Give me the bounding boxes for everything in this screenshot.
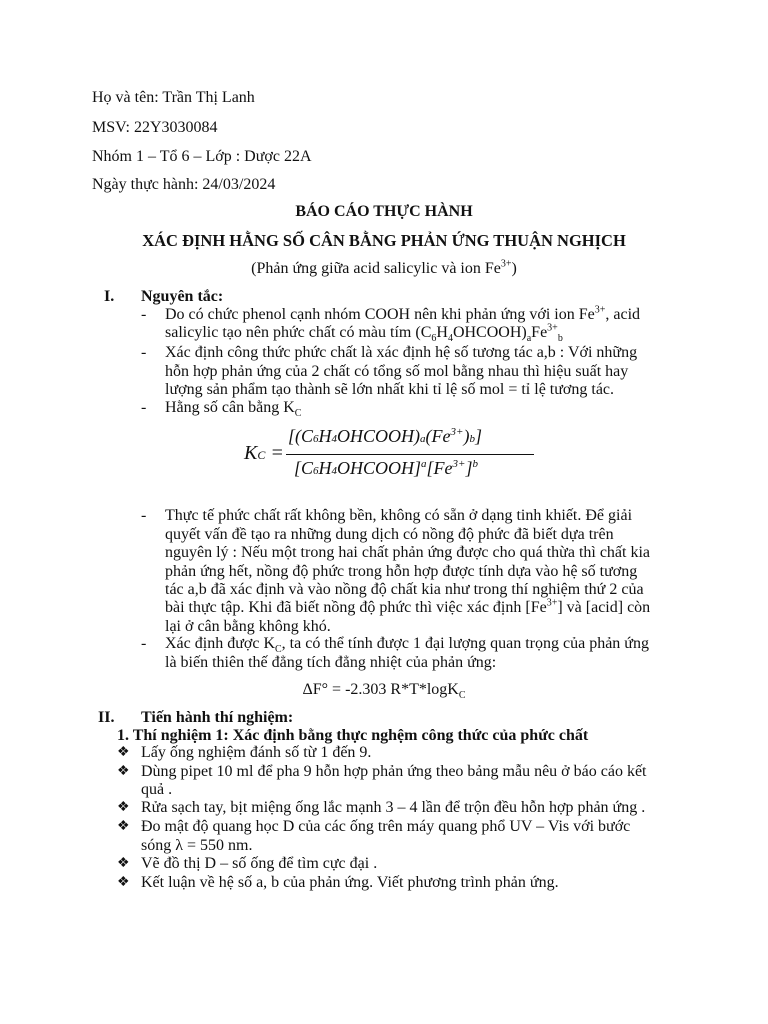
step-1: Lấy ống nghiệm đánh số từ 1 đến 9.: [141, 744, 372, 761]
step-6: Kết luận về hệ số a, b của phản ứng. Viết phương trình phản ứng.: [141, 874, 559, 891]
principle-4-line-7: lại ở cân bằng không khó.: [165, 618, 331, 635]
principle-2-line-3: lượng sản phẩm tạo thành sẽ lớn nhất khi tỉ lệ số mol = tỉ lệ tương tác.: [165, 381, 615, 398]
dash-bullet: -: [141, 306, 147, 323]
principle-1-line-2: salicylic tạo nên phức chất có màu tím $(C_6H_4OHCOOH)_aFe^{3+}_b$: [165, 322, 563, 345]
practice-date: Ngày thực hành: 24/03/2024: [92, 176, 276, 193]
step-5: Vẽ đồ thị D – số ống để tìm cực đại .: [141, 855, 378, 872]
section-2-heading: Tiến hành thí nghiệm:: [141, 709, 294, 726]
diamond-bullet-icon: ❖: [117, 856, 130, 871]
step-4-line-2: sóng λ = 550 nm.: [141, 837, 253, 854]
fraction-bar: [286, 454, 534, 455]
equilibrium-constant-formula: [244, 424, 544, 484]
section-2-number: II.: [98, 709, 115, 726]
section-1-heading: Nguyên tắc:: [141, 288, 224, 305]
principle-4-line-5: tác a,b đã xác định và vào nồng độ chất kia như trong thí nghiệm thứ 2 của: [165, 581, 644, 598]
diamond-bullet-icon: ❖: [117, 745, 130, 760]
diamond-bullet-icon: ❖: [117, 764, 130, 779]
report-subtitle: XÁC ĐỊNH HẰNG SỐ CÂN BẰNG PHẢN ỨNG THUẬN NGHỊCH: [142, 231, 626, 250]
formula-numerator: $[(C6H4OHCOOH)a(Fe^{3+})b]$: [288, 426, 482, 446]
student-name: Họ và tên: Trần Thị Lanh: [92, 89, 255, 106]
experiment-1-heading: 1. Thí nghiệm 1: Xác định bằng thực nghệm công thức của phức chất: [117, 727, 589, 744]
report-title: BÁO CÁO THỰC HÀNH: [295, 203, 473, 220]
principle-1-line-1: Do có chức phenol cạnh nhóm COOH nên khi phản ứng với ion $Fe^{3+}$, acid: [165, 304, 641, 323]
report-reaction-note: (Phản ứng giữa acid salicylic và ion $Fe^{3+}$): [251, 258, 517, 277]
principle-5-line-2: là biến thiên thế đẳng tích đẳng nhiệt của phản ứng:: [165, 654, 497, 671]
dash-bullet: -: [141, 344, 147, 361]
step-3: Rửa sạch tay, bịt miệng ống lắc mạnh 3 – 4 lần để trộn đều hỗn hợp phản ứng .: [141, 799, 646, 816]
student-id: MSV: 22Y3030084: [92, 119, 218, 136]
principle-4-line-1: Thực tế phức chất rất không bền, không có sẵn ở dạng tinh khiết. Để giải: [165, 507, 633, 524]
principle-4-line-4: phản ứng hết, nồng độ phức trong hỗn hợp được tính dựa vào hệ số tương: [165, 563, 638, 580]
step-4-line-1: Đo mật độ quang học D của các ống trên máy quang phổ UV – Vis với bước: [141, 818, 631, 835]
formula-kc: KC =: [244, 442, 284, 464]
principle-4-line-3: nguyên lý : Nếu một trong hai chất phản ứng được cho quá thừa thì chất kia: [165, 544, 651, 561]
principle-3: Hằng số cân bằng $K_C$: [165, 399, 302, 420]
diamond-bullet-icon: ❖: [117, 800, 130, 815]
dash-bullet: -: [141, 507, 147, 524]
principle-5-line-1: Xác định được $K_C$, ta có thể tính được 1 đại lượng quan trọng của phản ứng: [165, 635, 649, 656]
principle-2-line-2: hỗn hợp phản ứng của 2 chất có tổng số mol bằng nhau thì hiệu suất hay: [165, 363, 629, 380]
dash-bullet: -: [141, 399, 147, 416]
diamond-bullet-icon: ❖: [117, 875, 130, 890]
dash-bullet: -: [141, 635, 147, 652]
principle-4-line-2: quyết vấn đề tạo ra những dung dịch có nồng độ phức đã biết dựa trên: [165, 526, 614, 543]
principle-2-line-1: Xác định công thức phức chất là xác định hệ số tương tác a,b : Với những: [165, 344, 638, 361]
step-2-line-2: quả .: [141, 781, 173, 798]
formula-denominator: $[C6H4OHCOOH]^a[Fe^{3+}]^b$: [294, 458, 478, 478]
section-1-number: I.: [104, 288, 115, 305]
principle-4-line-6: bài thực tập. Khi đã biết nồng độ phức thì việc xác định $[Fe^{3+}]$ và [acid] còn: [165, 597, 651, 616]
free-energy-equation: ΔF° = -2.303 R*T*logK$_C$: [302, 681, 466, 702]
student-group: Nhóm 1 – Tổ 6 – Lớp : Dược 22A: [92, 148, 312, 165]
step-2-line-1: Dùng pipet 10 ml để pha 9 hỗn hợp phản ứng theo bảng mẫu nêu ở báo cáo kết: [141, 763, 647, 780]
diamond-bullet-icon: ❖: [117, 819, 130, 834]
